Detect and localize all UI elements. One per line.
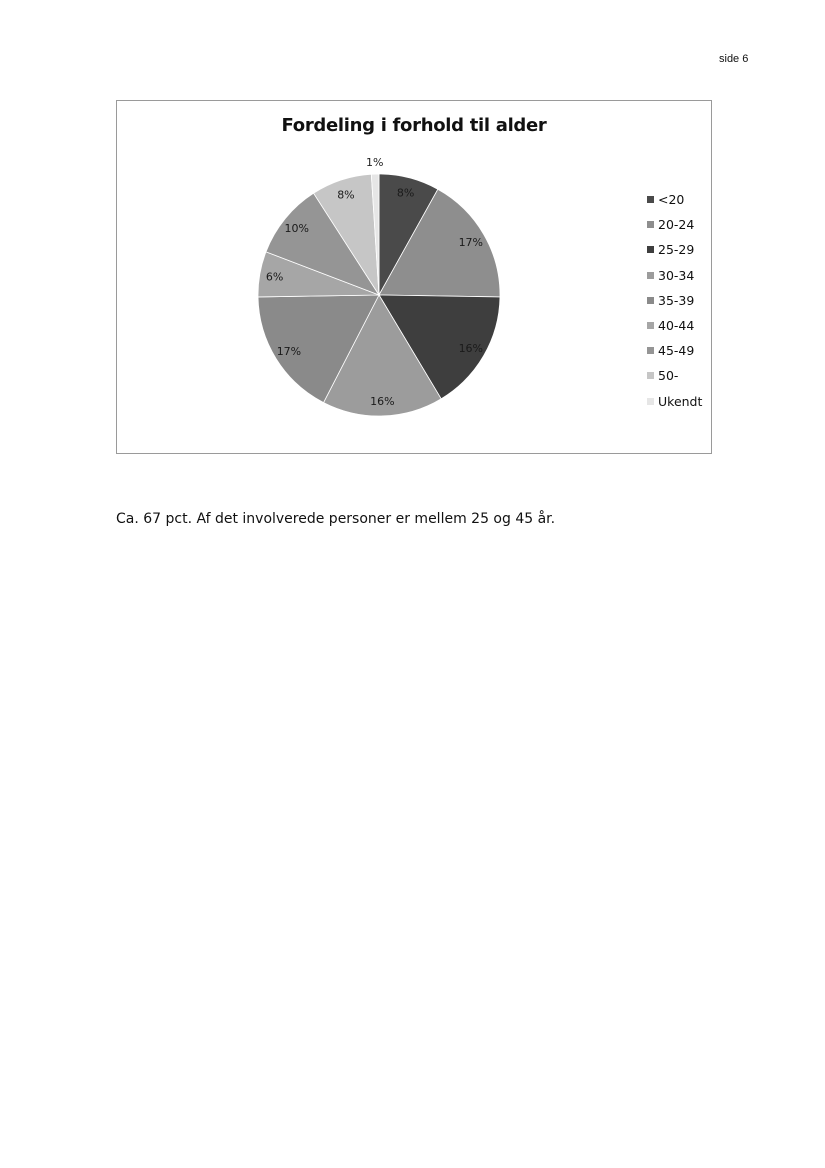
pie-chart bbox=[117, 101, 711, 453]
chart-title: Fordeling i forhold til alder bbox=[281, 115, 547, 136]
legend-swatch bbox=[647, 322, 654, 329]
legend-item-<20 bbox=[647, 187, 702, 212]
legend-label: 20-24 bbox=[658, 217, 695, 233]
legend-item-25-29 bbox=[647, 237, 702, 262]
legend-swatch bbox=[647, 196, 654, 203]
legend-swatch bbox=[647, 347, 654, 354]
legend-label: 40-44 bbox=[658, 318, 695, 334]
legend-item-45-49 bbox=[647, 338, 702, 363]
data-label-<20: 8% bbox=[396, 186, 415, 200]
legend-swatch bbox=[647, 372, 654, 379]
caption-text: Ca. 67 pct. Af det involverede personer er mellem 25 og 45 år. bbox=[116, 511, 556, 527]
legend-item-30-34 bbox=[647, 263, 702, 288]
legend-swatch bbox=[647, 272, 654, 279]
legend-label: 30-34 bbox=[658, 267, 695, 283]
legend-swatch bbox=[647, 221, 654, 228]
data-label-35-39: 17% bbox=[276, 344, 302, 358]
legend-item-35-39 bbox=[647, 288, 702, 313]
data-label-30-34: 16% bbox=[370, 394, 395, 408]
data-label-25-29: 16% bbox=[458, 342, 484, 355]
legend-item-20-24 bbox=[647, 212, 702, 237]
chart-frame bbox=[116, 100, 712, 454]
data-label-Ukendt: 1% bbox=[366, 156, 384, 170]
legend-label: <20 bbox=[658, 192, 685, 208]
legend-label: Ukendt bbox=[658, 393, 703, 409]
legend-item-40-44 bbox=[647, 313, 702, 338]
legend-item-Ukendt bbox=[647, 389, 702, 414]
chart-legend bbox=[647, 187, 702, 414]
legend-label: 25-29 bbox=[658, 242, 695, 258]
page-number: side 6 bbox=[719, 53, 749, 65]
legend-label: 45-49 bbox=[658, 343, 695, 359]
legend-label: 50- bbox=[658, 368, 679, 384]
legend-label: 35-39 bbox=[658, 292, 695, 308]
legend-item-50- bbox=[647, 363, 702, 388]
data-label-45-49: 10% bbox=[284, 222, 309, 236]
data-label-40-44: 6% bbox=[265, 270, 284, 284]
data-label-50-: 8% bbox=[337, 188, 355, 202]
data-label-20-24: 17% bbox=[458, 236, 484, 249]
legend-swatch bbox=[647, 398, 654, 405]
legend-swatch bbox=[647, 297, 654, 304]
legend-swatch bbox=[647, 246, 654, 253]
